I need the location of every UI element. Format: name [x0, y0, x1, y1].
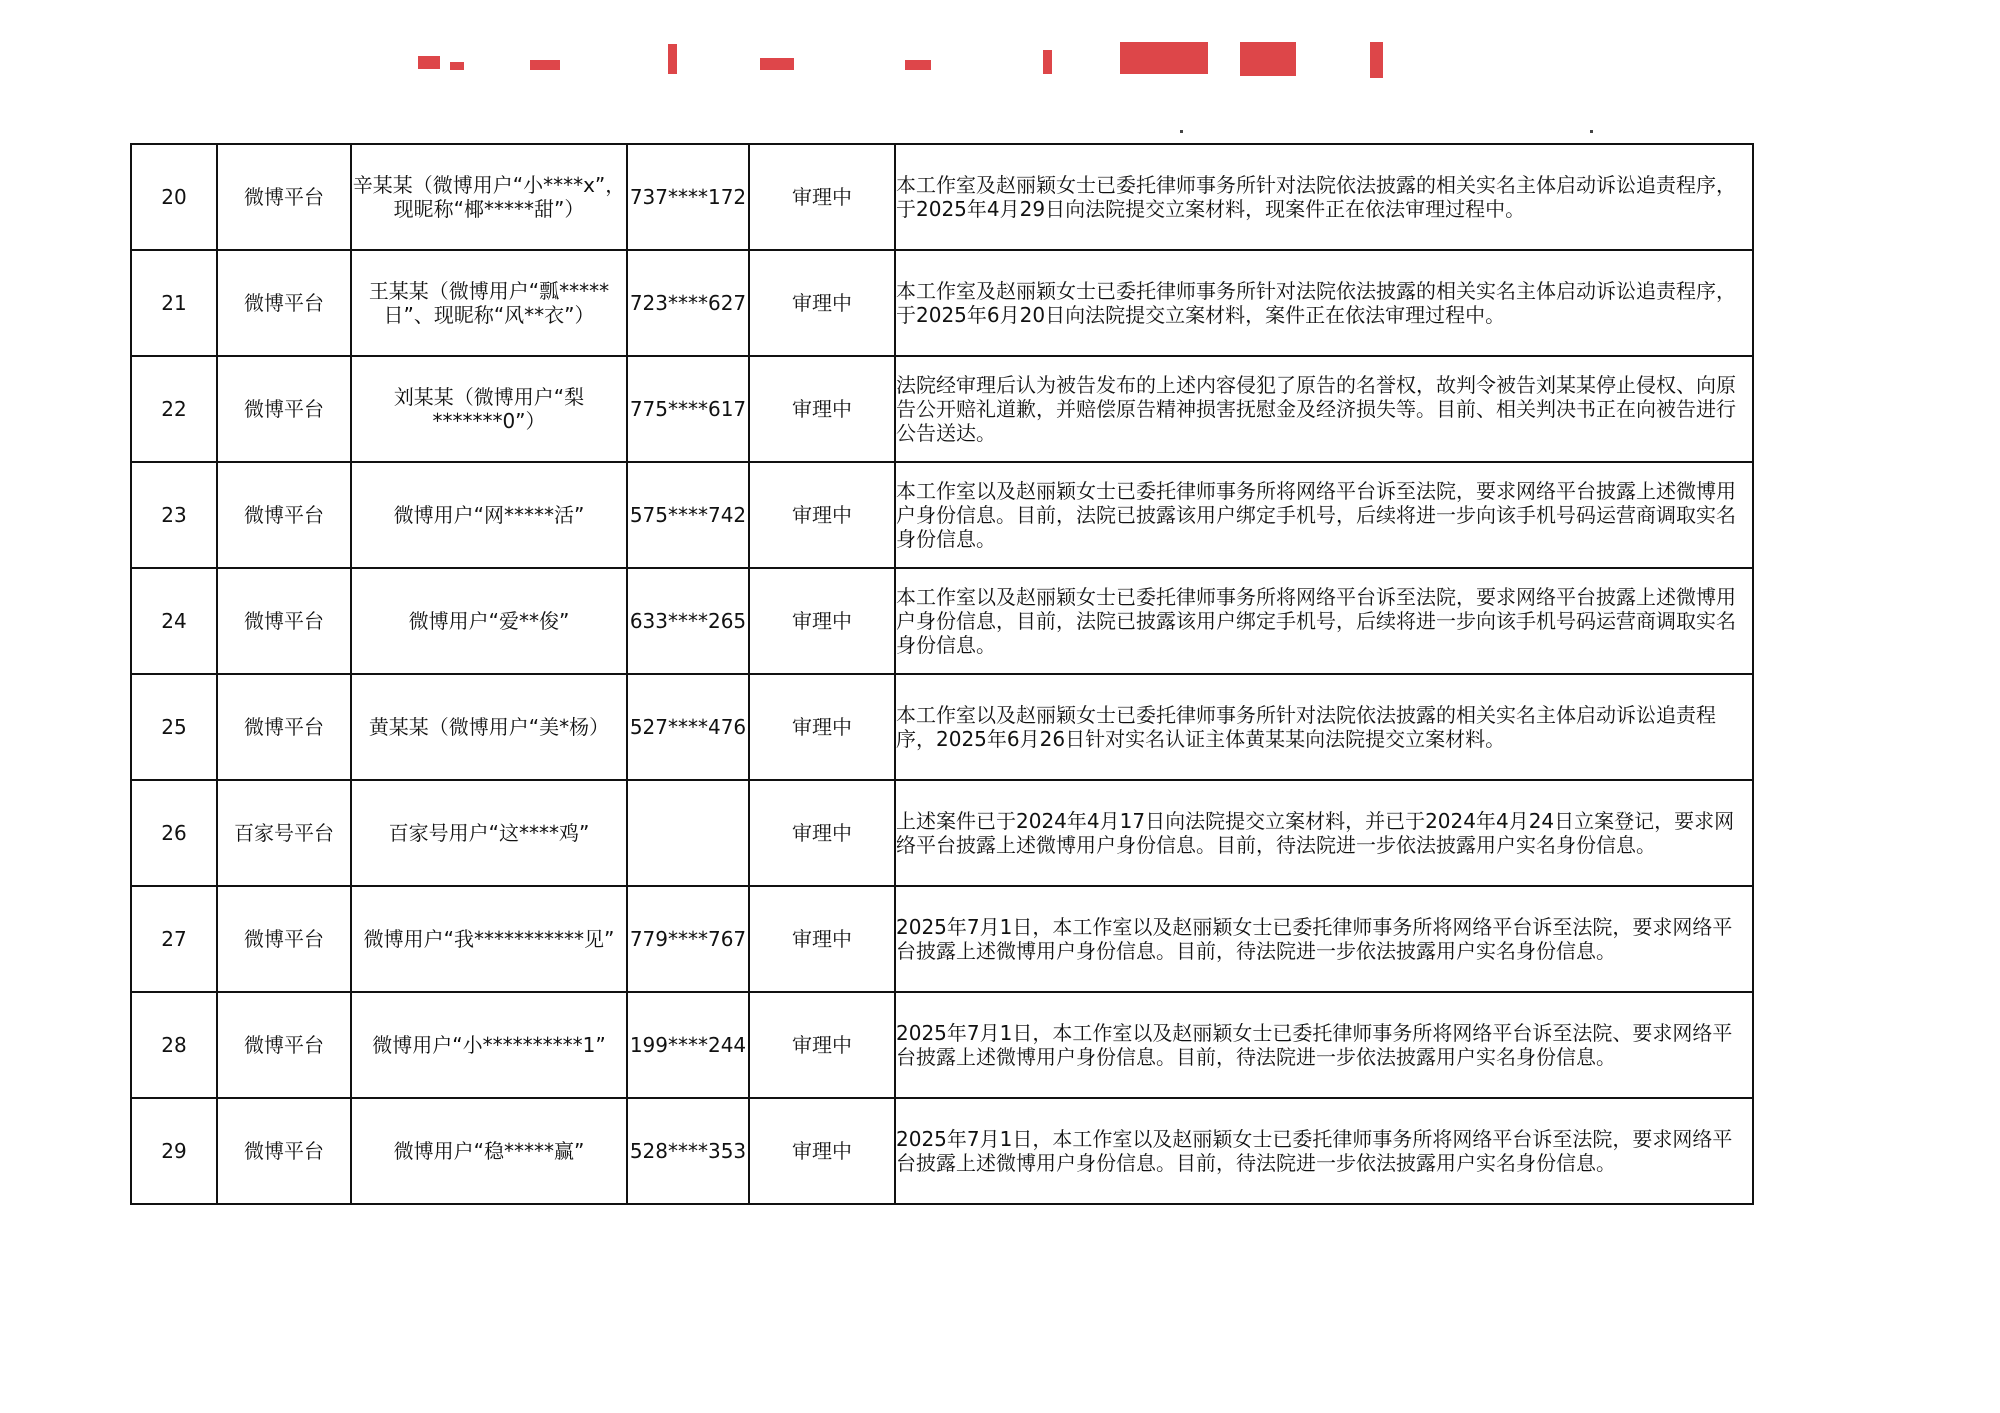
row-number: 25	[131, 674, 217, 780]
account-cell: 辛某某（微博用户“小****x”，现昵称“椰*****甜”）	[351, 144, 627, 250]
table-row	[131, 1098, 1753, 1204]
platform-cell: 微博平台	[217, 144, 351, 250]
account-cell: 微博用户“稳*****赢”	[351, 1098, 627, 1204]
phone-cell: 633****265	[627, 568, 749, 674]
phone-cell: 199****244	[627, 992, 749, 1098]
table-row	[131, 992, 1753, 1098]
table-row	[131, 250, 1753, 356]
account-cell: 百家号用户“这****鸡”	[351, 780, 627, 886]
row-number: 20	[131, 144, 217, 250]
progress-detail-cell: 本工作室以及赵丽颖女士已委托律师事务所针对法院依法披露的相关实名主体启动诉讼追责程序，2025年6月26日针对实名认证主体黄某某向法院提交立案材料。	[895, 674, 1753, 780]
table-row	[131, 886, 1753, 992]
status-cell: 审理中	[749, 674, 895, 780]
platform-cell: 微博平台	[217, 886, 351, 992]
table-row	[131, 462, 1753, 568]
platform-cell: 微博平台	[217, 462, 351, 568]
table-row	[131, 568, 1753, 674]
scan-speck	[1590, 130, 1593, 133]
row-number: 23	[131, 462, 217, 568]
phone-cell: 779****767	[627, 886, 749, 992]
account-cell: 刘某某（微博用户“梨*******0”）	[351, 356, 627, 462]
platform-cell: 微博平台	[217, 568, 351, 674]
account-cell: 微博用户“网*****活”	[351, 462, 627, 568]
phone-cell: 575****742	[627, 462, 749, 568]
phone-cell: 737****172	[627, 144, 749, 250]
row-number: 26	[131, 780, 217, 886]
status-cell: 审理中	[749, 992, 895, 1098]
progress-detail-cell: 法院经审理后认为被告发布的上述内容侵犯了原告的名誉权，故判令被告刘某某停止侵权、向原告公开赔礼道歉，并赔偿原告精神损害抚慰金及经济损失等。目前、相关判决书正在向被告进行公告送达。	[895, 356, 1753, 462]
status-cell: 审理中	[749, 144, 895, 250]
row-number: 29	[131, 1098, 217, 1204]
progress-detail-cell: 2025年7月1日，本工作室以及赵丽颖女士已委托律师事务所将网络平台诉至法院、要求网络平台披露上述微博用户身份信息。目前，待法院进一步依法披露用户实名身份信息。	[895, 992, 1753, 1098]
progress-detail-cell: 本工作室以及赵丽颖女士已委托律师事务所将网络平台诉至法院，要求网络平台披露上述微博用户身份信息。目前，法院已披露该用户绑定手机号，后续将进一步向该手机号码运营商调取实名身份信息。	[895, 462, 1753, 568]
phone-cell: 723****627	[627, 250, 749, 356]
row-number: 27	[131, 886, 217, 992]
table-row	[131, 780, 1753, 886]
row-number: 21	[131, 250, 217, 356]
cropped-title-fragment	[0, 0, 2000, 90]
table-row	[131, 356, 1753, 462]
account-cell: 微博用户“爱**俊”	[351, 568, 627, 674]
progress-detail-cell: 本工作室及赵丽颖女士已委托律师事务所针对法院依法披露的相关实名主体启动诉讼追责程序，于2025年4月29日向法院提交立案材料，现案件正在依法审理过程中。	[895, 144, 1753, 250]
status-cell: 审理中	[749, 1098, 895, 1204]
account-cell: 微博用户“小**********1”	[351, 992, 627, 1098]
row-number: 22	[131, 356, 217, 462]
status-cell: 审理中	[749, 462, 895, 568]
progress-detail-cell: 2025年7月1日，本工作室以及赵丽颖女士已委托律师事务所将网络平台诉至法院，要求网络平台披露上述微博用户身份信息。目前，待法院进一步依法披露用户实名身份信息。	[895, 886, 1753, 992]
status-cell: 审理中	[749, 356, 895, 462]
platform-cell: 微博平台	[217, 1098, 351, 1204]
platform-cell: 微博平台	[217, 250, 351, 356]
status-cell: 审理中	[749, 886, 895, 992]
table-row	[131, 674, 1753, 780]
status-cell: 审理中	[749, 568, 895, 674]
progress-detail-cell: 本工作室及赵丽颖女士已委托律师事务所针对法院依法披露的相关实名主体启动诉讼追责程序，于2025年6月20日向法院提交立案材料，案件正在依法审理过程中。	[895, 250, 1753, 356]
platform-cell: 微博平台	[217, 356, 351, 462]
progress-detail-cell: 2025年7月1日，本工作室以及赵丽颖女士已委托律师事务所将网络平台诉至法院，要求网络平台披露上述微博用户身份信息。目前，待法院进一步依法披露用户实名身份信息。	[895, 1098, 1753, 1204]
platform-cell: 微博平台	[217, 674, 351, 780]
account-cell: 黄某某（微博用户“美*杨）	[351, 674, 627, 780]
row-number: 24	[131, 568, 217, 674]
platform-cell: 百家号平台	[217, 780, 351, 886]
platform-cell: 微博平台	[217, 992, 351, 1098]
progress-detail-cell: 本工作室以及赵丽颖女士已委托律师事务所将网络平台诉至法院，要求网络平台披露上述微博用户身份信息，目前，法院已披露该用户绑定手机号，后续将进一步向该手机号码运营商调取实名身份信息。	[895, 568, 1753, 674]
phone-cell: 528****353	[627, 1098, 749, 1204]
phone-cell: 527****476	[627, 674, 749, 780]
phone-cell	[627, 780, 749, 886]
phone-cell: 775****617	[627, 356, 749, 462]
scan-speck	[1180, 130, 1183, 133]
table-row	[131, 144, 1753, 250]
status-cell: 审理中	[749, 250, 895, 356]
account-cell: 微博用户“我***********见”	[351, 886, 627, 992]
account-cell: 王某某（微博用户“瓢*****日”、现昵称“风**衣”）	[351, 250, 627, 356]
case-table	[130, 143, 1754, 1205]
status-cell: 审理中	[749, 780, 895, 886]
progress-detail-cell: 上述案件已于2024年4月17日向法院提交立案材料，并已于2024年4月24日立案登记，要求网络平台披露上述微博用户身份信息。目前，待法院进一步依法披露用户实名身份信息。	[895, 780, 1753, 886]
row-number: 28	[131, 992, 217, 1098]
